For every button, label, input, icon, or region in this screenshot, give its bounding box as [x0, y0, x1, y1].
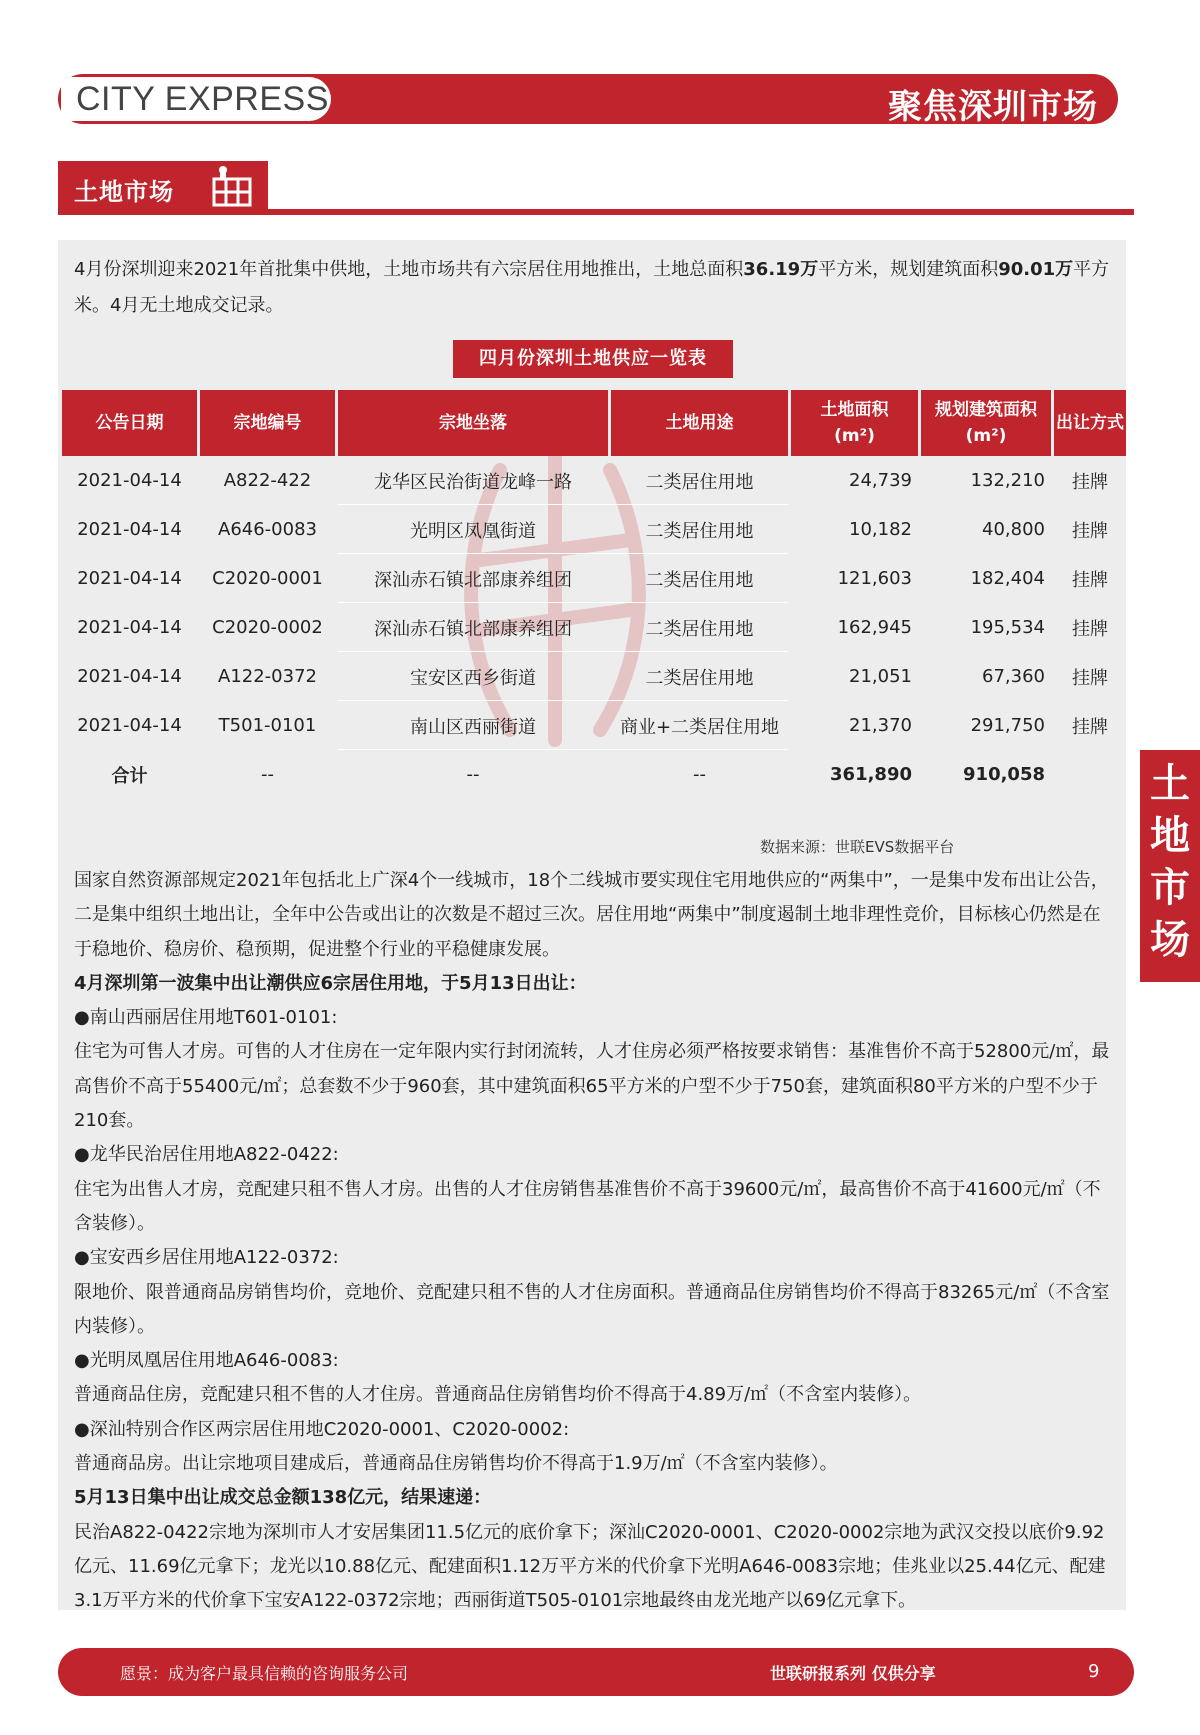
- cell-date: 2021-04-14: [77, 568, 182, 589]
- cell-build-area: 182,404: [970, 568, 1045, 589]
- table-row: [62, 505, 1126, 554]
- col-header-build-area: 规划建筑面积 (m²): [921, 390, 1051, 456]
- body-paragraph: ●龙华民治居住用地A822-0422:: [74, 1144, 339, 1166]
- section-title-block: [58, 161, 268, 213]
- body-paragraph: ●深汕特别合作区两宗居住用地C2020-0001、C2020-0002:: [74, 1418, 570, 1440]
- cell-location: 深汕赤石镇北部康养组团: [374, 618, 572, 640]
- section-divider: [58, 209, 1134, 215]
- cell-date: 合计: [111, 765, 148, 787]
- intro-text-1: 4月份深圳迎来2021年首批集中供地，土地市场共有六宗居住用地推出，土地总面积: [74, 259, 744, 280]
- table-header: [62, 390, 1126, 456]
- col-header-method: 出让方式: [1054, 390, 1126, 456]
- land-supply-table: [62, 390, 1126, 799]
- body-heading: 5月13日集中出让成交总金额138亿元，结果速递：: [74, 1487, 492, 1509]
- cell-code: A646-0083: [218, 519, 317, 540]
- intro-build-total: 90.01万: [998, 259, 1074, 280]
- page-number: 9: [1088, 1661, 1100, 1682]
- cell-location: 深汕赤石镇北部康养组团: [374, 569, 572, 591]
- cell-build-area: 910,058: [963, 764, 1045, 785]
- table-title: 四月份深圳土地供应一览表: [453, 340, 733, 378]
- cell-method: 挂牌: [1072, 618, 1108, 640]
- cell-code: C2020-0001: [212, 568, 323, 589]
- body-text: [74, 864, 1114, 1619]
- cell-usage: --: [693, 764, 706, 785]
- cell-code: --: [261, 764, 274, 785]
- body-paragraph: 住宅为可售人才房。可售的人才住房在一定年限内实行封闭流转，人才住房必须严格按要求销售：基准售价不高于52800元/㎡，最高售价不高于55400元/㎡；总套数不少于960套，其中建筑面积65平方米的户型不少于750套，建筑面积80平方米的户型不少于210套。: [74, 1041, 1110, 1132]
- cell-location: 龙华区民治街道龙峰一路: [374, 471, 572, 493]
- col-header-date: 公告日期: [62, 390, 197, 456]
- cell-usage: 二类居住用地: [645, 471, 754, 493]
- intro-paragraph: [74, 252, 1114, 324]
- footer-bar: [58, 1648, 1134, 1696]
- table-row: [62, 603, 1126, 652]
- header-banner: [58, 74, 1118, 127]
- cell-build-area: 291,750: [970, 715, 1045, 736]
- cell-method: [1054, 750, 1126, 799]
- body-paragraph: 国家自然资源部规定2021年包括北上广深4个一线城市，18个二线城市要实现住宅用地供应的“两集中”，一是集中发布出让公告，二是集中组织土地出让，全年中公告或出让的次数是不超过三次。居住用地“两集中”制度遏制土地非理性竞价，目标核心仍然是在于稳地价、稳房价、稳预期，促进整个行业的平稳健康发展。: [74, 870, 1109, 960]
- body-paragraph: 普通商品房。出让宗地项目建成后，普通商品住房销售均价不得高于1.9万/㎡（不含室内装修）。: [74, 1453, 838, 1475]
- table-row: [62, 652, 1126, 701]
- side-tab-label: 土 地 市 场: [1150, 761, 1190, 963]
- cell-location: 南山区西丽街道: [410, 716, 536, 738]
- cell-build-area: 67,360: [982, 666, 1045, 687]
- body-paragraph: 限地价、限普通商品房销售均价，竞地价、竞配建只租不售的人才住房面积。普通商品住房销售均价不得高于83265元/㎡（不含室内装修）。: [74, 1281, 1110, 1337]
- header-title: 聚焦深圳市场: [888, 87, 1098, 127]
- col-header-location: 宗地坐落: [338, 390, 608, 456]
- table-total-row: [62, 750, 1126, 799]
- cell-build-area: 40,800: [982, 519, 1045, 540]
- cell-method: 挂牌: [1072, 520, 1108, 542]
- body-heading: 4月深圳第一波集中出让潮供应6宗居住用地，于5月13日出让：: [74, 972, 587, 994]
- footer-vision: 愿景：成为客户最具信赖的咨询服务公司: [120, 1664, 409, 1683]
- cell-land-area: 361,890: [830, 764, 912, 785]
- cell-code: C2020-0002: [212, 617, 323, 638]
- cell-code: A122-0372: [218, 666, 317, 687]
- cell-method: 挂牌: [1072, 667, 1108, 689]
- building-chart-icon: [208, 165, 256, 209]
- intro-area-total: 36.19万: [743, 259, 819, 280]
- table-row: [62, 456, 1126, 505]
- cell-land-area: 24,739: [849, 470, 912, 491]
- body-paragraph: ●光明凤凰居住用地A646-0083:: [74, 1350, 339, 1372]
- cell-land-area: 162,945: [837, 617, 912, 638]
- cell-build-area: 195,534: [970, 617, 1045, 638]
- cell-code: A822-422: [223, 470, 312, 491]
- footer-series: 世联研报系列 仅供分享: [770, 1664, 936, 1683]
- side-section-tab: [1140, 750, 1200, 982]
- cell-land-area: 121,603: [837, 568, 912, 589]
- body-paragraph: 住宅为出售人才房，竞配建只租不售人才房。出售的人才住房销售基准售价不高于39600元/㎡，最高售价不高于41600元/㎡（不含装修）。: [74, 1178, 1101, 1234]
- cell-usage: 二类居住用地: [645, 520, 754, 542]
- cell-build-area: 132,210: [970, 470, 1045, 491]
- brand-name: CITY EXPRESS: [76, 80, 329, 118]
- cell-code: T501-0101: [218, 715, 317, 736]
- cell-usage: 二类居住用地: [645, 667, 754, 689]
- cell-date: 2021-04-14: [77, 617, 182, 638]
- col-header-usage: 土地用途: [611, 390, 788, 456]
- cell-method: 挂牌: [1072, 569, 1108, 591]
- table-row: [62, 554, 1126, 603]
- cell-land-area: 21,370: [849, 715, 912, 736]
- col-header-land-area: 土地面积 (m²): [791, 390, 918, 456]
- body-paragraph: ●宝安西乡居住用地A122-0372:: [74, 1247, 339, 1269]
- cell-date: 2021-04-14: [77, 666, 182, 687]
- cell-date: 2021-04-14: [77, 519, 182, 540]
- table-row: [62, 701, 1126, 750]
- body-paragraph: 民治A822-0422宗地为深圳市人才安居集团11.5亿元的底价拿下；深汕C2020-0001、C2020-0002宗地为武汉交投以底价9.92亿元、11.69亿元拿下；龙光以10.88亿元、配建面积1.12万平方米的代价拿下光明A646-0083宗地；佳兆业以25.44亿元、配建3.1万平方米的代价拿下宝安A122-0372宗地；西丽街道T505-0101宗地最终由龙光地产以69亿元拿下。: [74, 1521, 1106, 1612]
- cell-usage: 商业+二类居住用地: [619, 716, 780, 738]
- cell-land-area: 21,051: [849, 666, 912, 687]
- section-title: 土地市场: [74, 178, 174, 206]
- cell-method: 挂牌: [1072, 716, 1108, 738]
- table-body: [62, 456, 1126, 799]
- col-header-code: 宗地编号: [200, 390, 335, 456]
- cell-date: 2021-04-14: [77, 715, 182, 736]
- cell-usage: 二类居住用地: [645, 618, 754, 640]
- cell-method: 挂牌: [1072, 471, 1108, 493]
- body-paragraph: ●南山西丽居住用地T601-0101:: [74, 1007, 338, 1029]
- cell-location: 宝安区西乡街道: [410, 667, 536, 689]
- intro-text-3: 平方米。4月无土地成交记录。: [74, 259, 1110, 316]
- cell-usage: 二类居住用地: [645, 569, 754, 591]
- cell-location: 光明区凤凰街道: [410, 520, 536, 542]
- data-source: 数据来源：世联EVS数据平台: [760, 838, 955, 856]
- cell-land-area: 10,182: [849, 519, 912, 540]
- cell-location: --: [466, 764, 480, 785]
- cell-date: 2021-04-14: [77, 470, 182, 491]
- intro-text-2: 平方米，规划建筑面积: [818, 259, 999, 280]
- body-paragraph: 普通商品住房，竞配建只租不售的人才住房。普通商品住房销售均价不得高于4.89万/㎡（不含室内装修）。: [74, 1384, 922, 1406]
